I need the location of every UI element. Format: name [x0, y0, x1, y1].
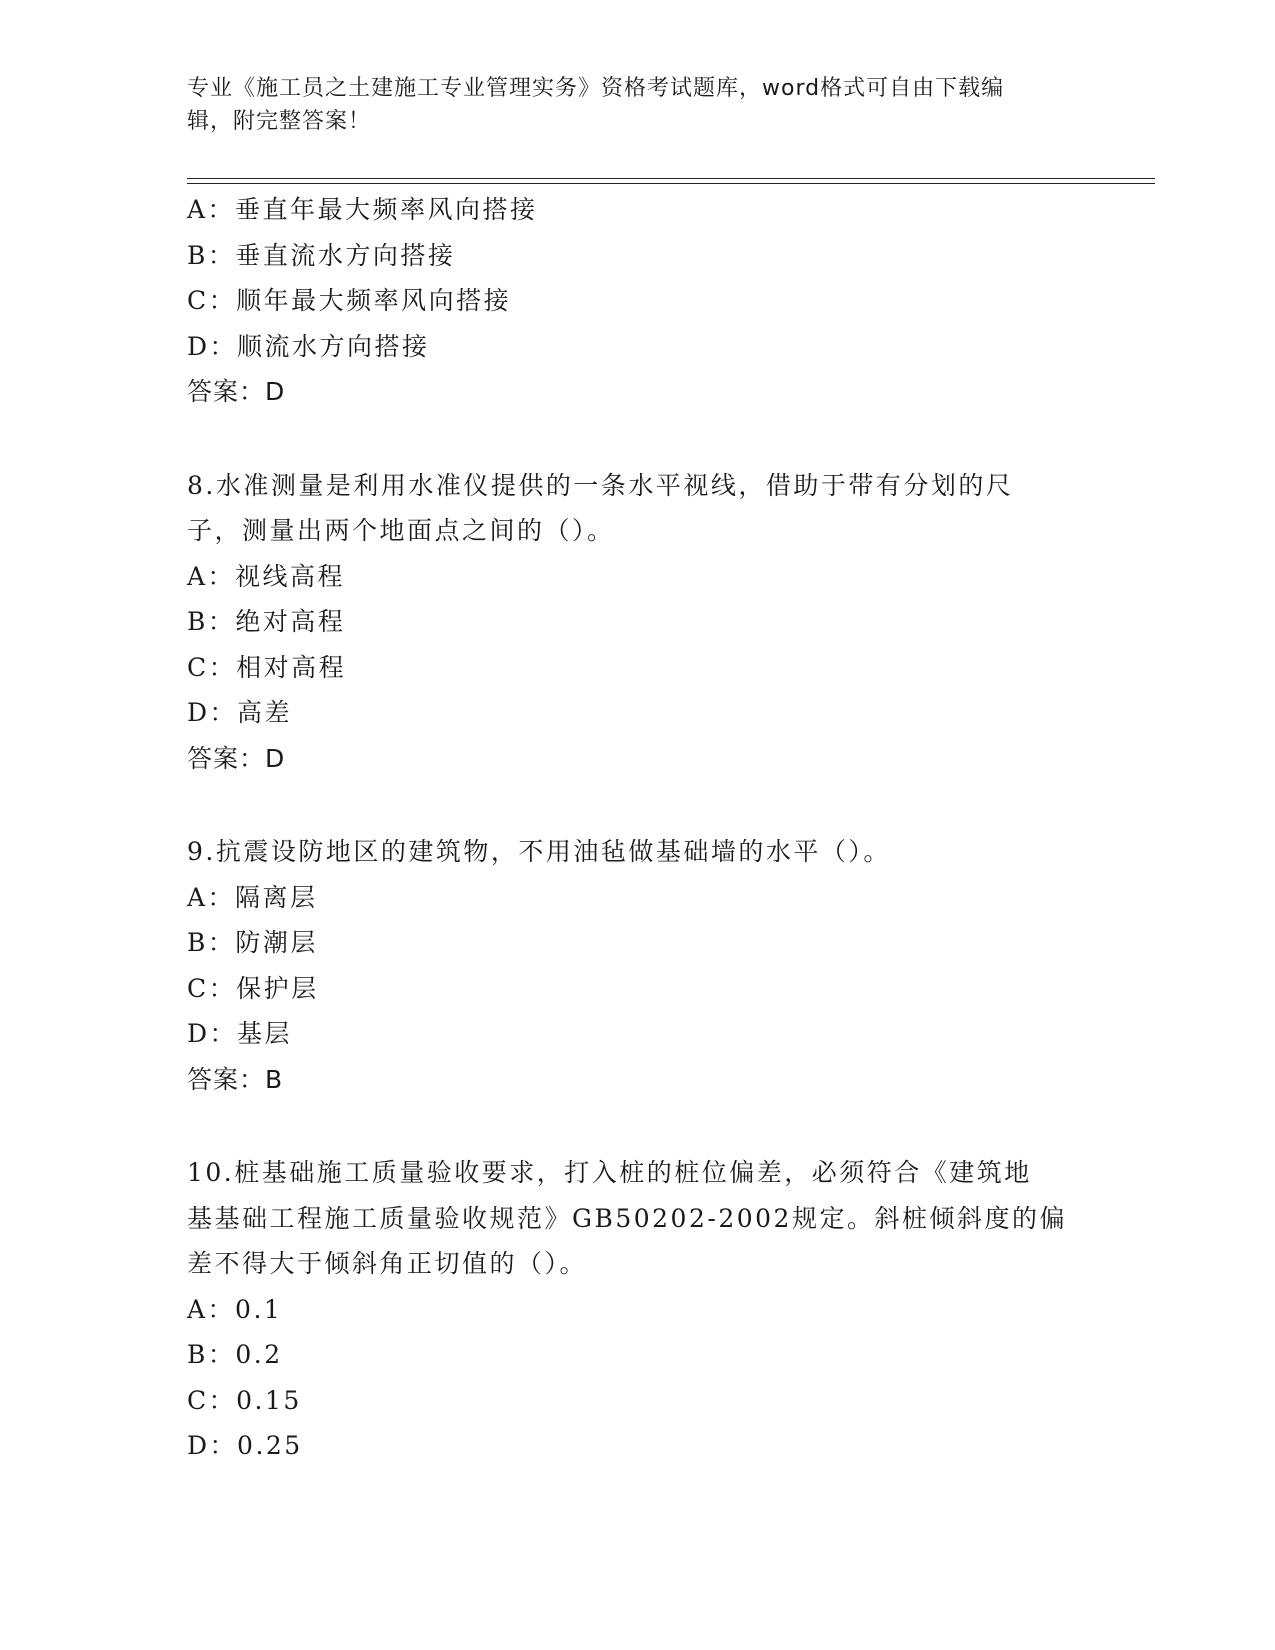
question-stem-line: 基基础工程施工质量验收规范》GB50202-2002规定。斜桩倾斜度的偏 — [187, 1203, 1067, 1233]
answer: 答案：D — [187, 743, 286, 773]
question-9 — [187, 829, 1087, 1102]
document-header — [187, 72, 1067, 138]
option-c: C：0.15 — [187, 1385, 302, 1415]
header-divider-top — [187, 178, 1155, 179]
option-c: C：顺年最大频率风向搭接 — [187, 286, 512, 315]
option-d: D：0.25 — [187, 1431, 303, 1460]
option-b: B：垂直流水方向搭接 — [187, 240, 456, 270]
option-c: C：相对高程 — [187, 652, 347, 682]
question-7 — [187, 187, 1087, 415]
option-a: A：垂直年最大频率风向搭接 — [187, 195, 538, 224]
option-d: D：顺流水方向搭接 — [187, 331, 430, 361]
option-d: D：高差 — [187, 698, 293, 727]
question-stem-line: 10.桩基础施工质量验收要求，打入桩的桩位偏差，必须符合《建筑地 — [187, 1158, 1032, 1187]
option-a: A：隔离层 — [187, 882, 318, 912]
option-c: C：保护层 — [187, 973, 319, 1003]
option-b: B：绝对高程 — [187, 607, 346, 636]
question-stem-line: 差不得大于倾斜角正切值的（）。 — [187, 1249, 588, 1278]
question-10 — [187, 1150, 1087, 1469]
header-line-2: 辑，附完整答案！ — [187, 109, 372, 134]
answer: 答案：B — [187, 1064, 284, 1094]
option-a: A：视线高程 — [187, 561, 346, 591]
question-stem-line: 子，测量出两个地面点之间的（）。 — [187, 516, 615, 545]
question-list — [187, 187, 1087, 1469]
answer: 答案：D — [187, 377, 286, 406]
option-b: B：0.2 — [187, 1340, 283, 1369]
header-divider-bottom — [187, 183, 1155, 184]
question-stem-line: 8.水准测量是利用水准仪提供的一条水平视线，借助于带有分划的尺 — [187, 470, 1014, 500]
question-stem-line: 9.抗震设防地区的建筑物，不用油毡做基础墙的水平（）。 — [187, 837, 891, 866]
option-a: A：0.1 — [187, 1294, 283, 1324]
header-line-1: 专业《施工员之土建施工专业管理实务》资格考试题库，word格式可自由下载编 — [187, 76, 1005, 101]
option-d: D：基层 — [187, 1019, 293, 1048]
option-b: B：防潮层 — [187, 928, 318, 957]
question-8 — [187, 463, 1087, 782]
